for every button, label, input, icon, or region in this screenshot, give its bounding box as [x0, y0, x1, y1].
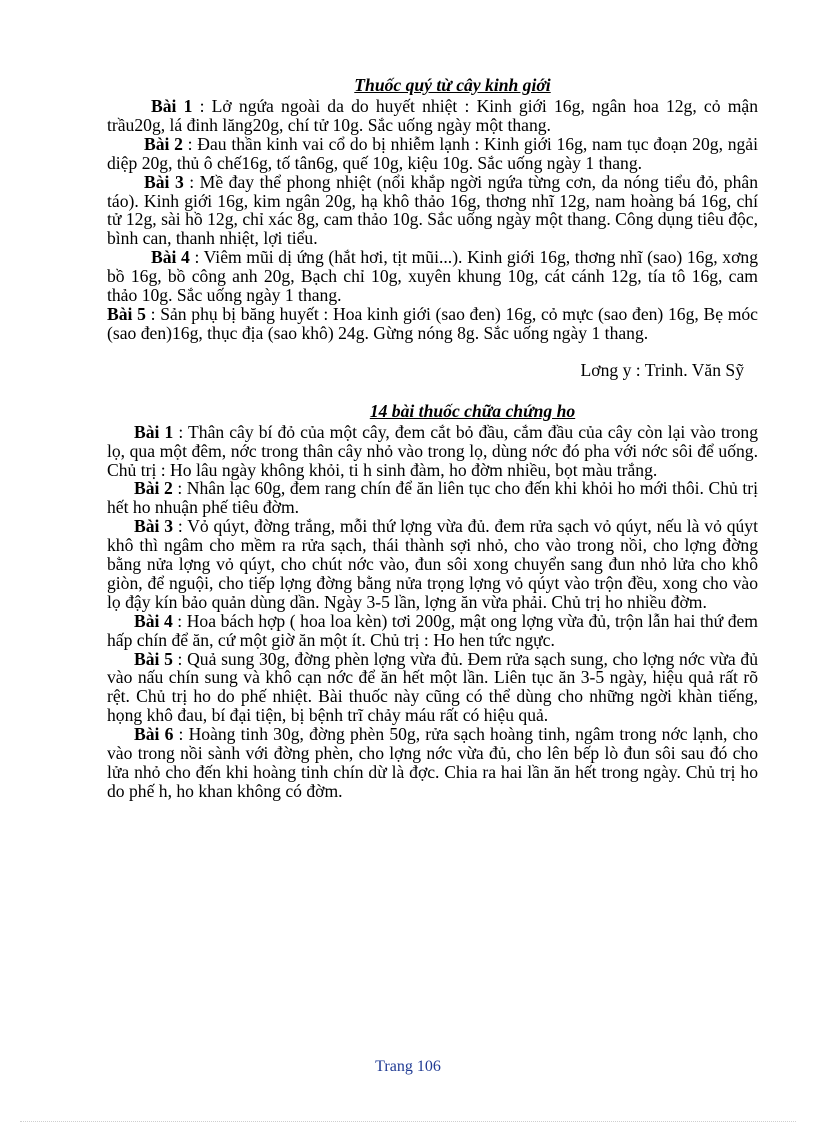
s1-item-4-text: : Viêm mũi dị ứng (hắt hơi, tịt mũi...). Kinh giới 16g, thơng nhĩ (sao) 16g, xơng bồ 16g, bồ công anh 20g, Bạch chỉ 10g, xuyên khung 10g, cát cánh 12g, tía tô 16g, cam thảo 10g. Sắc uống ngày 1 thang.	[107, 247, 758, 306]
s2-item-1-text: : Thân cây bí đỏ của một cây, đem cắt bỏ đầu, cắm đầu của cây còn lại vào trong lọ, qua một đêm, nớc trong thân cây nhỏ vào trong lọ, dùng nớc đó pha với nớc sôi để uống. Chủ trị : Ho lâu ngày không khỏi, ti h sinh đàm, ho đờm nhiều, bọt màu trắng.	[107, 421, 758, 480]
s1-item-2-text: : Đau thần kinh vai cổ do bị nhiễm lạnh : Kinh giới 16g, nam tục đoạn 20g, ngải diệp 20g, thủ ô chế16g, tố tân6g, quế 10g, kiệu 10g. Sắc uống ngày 1 thang.	[107, 133, 758, 173]
s1-item-4-label: Bài 4	[151, 247, 190, 268]
s2-item-4	[107, 612, 758, 650]
s2-item-5-label: Bài 5	[134, 648, 173, 669]
s2-item-4-text: : Hoa bách hợp ( hoa loa kèn) tơi 200g, mật ong lợng vừa đủ, trộn lẫn hai thứ đem hấp chín để ăn, cứ một giờ ăn một ít. Chủ trị : Ho hen tức ngực.	[107, 610, 758, 650]
author-credit: Lơng y : Trinh. Văn Sỹ	[580, 359, 744, 380]
s1-item-3-text: : Mề đay thể phong nhiệt (nổi khắp ngời ngứa từng cơn, da nóng tiểu đỏ, phân táo). Kinh giới 16g, kim ngân 20g, hạ khô thảo 16g, thơng nhĩ 12g, nam hoàng bá 16g, chí tử 12g, sài hồ 12g, chỉ xác 8g, cam thảo 10g. Sắc uống ngày một thang. Công dụng tiêu độc, bình can, thanh nhiệt, lợi tiểu.	[107, 171, 758, 249]
s2-item-3-label: Bài 3	[134, 516, 174, 537]
s2-item-3-text: : Vỏ qúyt, đờng trắng, mỗi thứ lợng vừa đủ. đem rửa sạch vỏ qúyt, nếu là vỏ qúyt khô thì ngâm cho mềm ra rửa sạch, thái thành sợi nhỏ, cho vào trong nồi, cho lợng đờng bằng nửa lợng vỏ qúyt, cho chút nớc vào, đun sôi xong chuyển sang đun nhỏ lửa cho khô giòn, để nguội, cho tiếp lợng đờng bằng nửa trọng lợng vỏ qúyt vào trộn đều, xong cho vào lọ đậy kín bảo quản dùng dần. Ngày 3-5 lần, lợng ăn vừa phải. Chủ trị ho nhiều đờm.	[107, 516, 758, 612]
s2-item-1-label: Bài 1	[134, 421, 174, 442]
section1-title: Thuốc quý từ cây kinh giới	[354, 75, 551, 95]
s1-item-4	[107, 248, 758, 305]
s1-item-2-label: Bài 2	[144, 133, 183, 154]
s1-item-5	[107, 305, 758, 343]
s2-item-2-label: Bài 2	[134, 478, 173, 499]
s1-item-2	[107, 135, 758, 173]
s2-item-6-text: : Hoàng tinh 30g, đờng phèn 50g, rửa sạch hoàng tinh, ngâm trong nớc lạnh, cho vào trong nồi sành với đờng phèn, cho lợng nớc vừa đủ, cho lên bếp lò đun sôi sau đó cho lửa nhỏ cho đến khi hoàng tinh chín dừ là đợc. Chia ra hai lần ăn hết trong ngày. Chủ trị ho do phế h, ho khan không có đờm.	[107, 724, 758, 801]
s1-item-3	[107, 173, 758, 249]
s1-item-1	[107, 97, 758, 135]
s2-item-5	[107, 650, 758, 726]
s2-item-6	[107, 725, 758, 801]
page-number: Trang 106	[375, 1058, 441, 1075]
s2-item-3	[107, 517, 758, 612]
s1-item-5-label: Bài 5	[107, 303, 146, 324]
s2-item-2	[107, 479, 758, 517]
s2-item-6-label: Bài 6	[134, 724, 174, 745]
s2-item-1	[107, 423, 758, 480]
s2-item-2-text: : Nhân lạc 60g, đem rang chín để ăn liên tục cho đến khi khỏi ho mới thôi. Chủ trị hết ho nhuận phế tiêu đờm.	[107, 478, 758, 518]
s2-item-5-text: : Quả sung 30g, đờng phèn lợng vừa đủ. Đem rửa sạch sung, cho lợng nớc vừa đủ vào nấu chín sung và khô cạn nớc để ăn hết một lần. Liên tục ăn 3-5 ngày, hiệu quả rất rõ rệt. Chủ trị ho do phế nhiệt. Bài thuốc này cũng có thể dùng cho những ngời khàn tiếng, họng khô đau, bí đại tiện, bị bệnh trĩ chảy máu rất có hiệu quả.	[107, 648, 758, 726]
s1-item-5-text: : Sản phụ bị băng huyết : Hoa kinh giới (sao đen) 16g, cỏ mực (sao đen) 16g, Bẹ móc (sao đen)16g, thục địa (sao khô) 24g. Gừng nóng 8g. Sắc uống ngày 1 thang.	[107, 303, 758, 343]
page-bottom-divider	[20, 1121, 796, 1122]
section2-title: 14 bài thuốc chữa chứng ho	[369, 400, 576, 421]
document-page	[107, 76, 758, 801]
s2-item-4-label: Bài 4	[134, 610, 173, 631]
s1-item-1-text: : Lở ngứa ngoài da do huyết nhiệt : Kinh giới 16g, ngân hoa 12g, cỏ mận trầu20g, lá đinh lăng20g, chí tử 10g. Sắc uống ngày một thang.	[107, 96, 758, 135]
s1-item-3-label: Bài 3	[144, 171, 184, 192]
s1-item-1-label: Bài 1	[151, 96, 193, 116]
